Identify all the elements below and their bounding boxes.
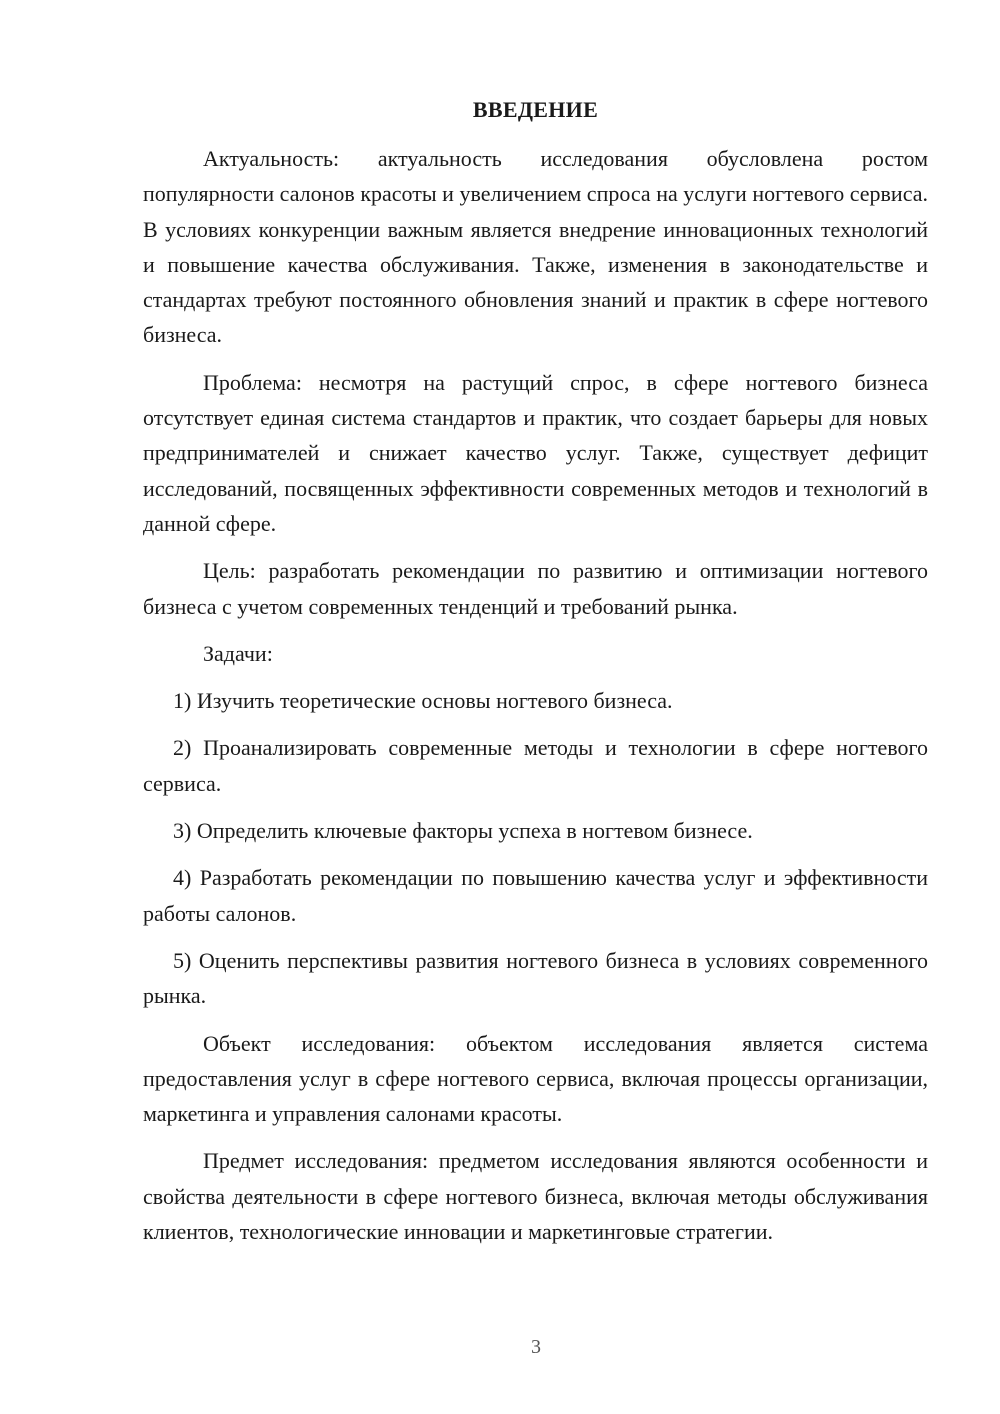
goal-paragraph: Цель: разработать рекомендации по развитию и оптимизации ногтевого бизнеса с учетом современных тенденций и требований рынка. (143, 558, 928, 619)
section-heading: ВВЕДЕНИЕ (472, 97, 599, 122)
task-item-4: 4) Разработать рекомендации по повышению качества услуг и эффективности работы салонов. (143, 865, 928, 926)
tasks-label: Задачи: (203, 640, 273, 666)
page-content (143, 93, 928, 1261)
problem-paragraph: Проблема: несмотря на растущий спрос, в сфере ногтевого бизнеса отсутствует единая система стандартов и практик, что создает барьеры для новых предпринимателей и снижает качество услуг. Также, существует дефицит исследований, посвященных эффективности современных методов и технологий в данной сфере. (143, 369, 928, 536)
task-item-5: 5) Оценить перспективы развития ногтевого бизнеса в условиях современного рынка. (143, 947, 928, 1009)
task-item-3: 3) Определить ключевые факторы успеха в ногтевом бизнесе. (173, 818, 753, 844)
task-item-1: 1) Изучить теоретические основы ногтевого бизнеса. (173, 688, 673, 714)
subject-paragraph: Предмет исследования: предметом исследования являются особенности и свойства деятельности в сфере ногтевого бизнеса, включая методы обслуживания клиентов, технологические инновации и маркетинговые стратегии. (143, 1148, 928, 1245)
task-item-2: 2) Проанализировать современные методы и технологии в сфере ногтевого сервиса. (143, 735, 928, 796)
relevance-paragraph: Актуальность: актуальность исследования обусловлена ростом популярности салонов красоты и увеличением спроса на услуги ногтевого сервиса. В условиях конкуренции важным является внедрение инновационных технологий и повышение качества обслуживания. Также, изменения в законодательстве и стандартах требуют постоянного обновления знаний и практик в сфере ногтевого бизнеса. (143, 146, 928, 348)
object-paragraph: Объект исследования: объектом исследования является система предоставления услуг в сфере ногтевого сервиса, включая процессы организации, маркетинга и управления салонами красоты. (143, 1030, 928, 1127)
page-number: 3 (531, 1336, 541, 1358)
